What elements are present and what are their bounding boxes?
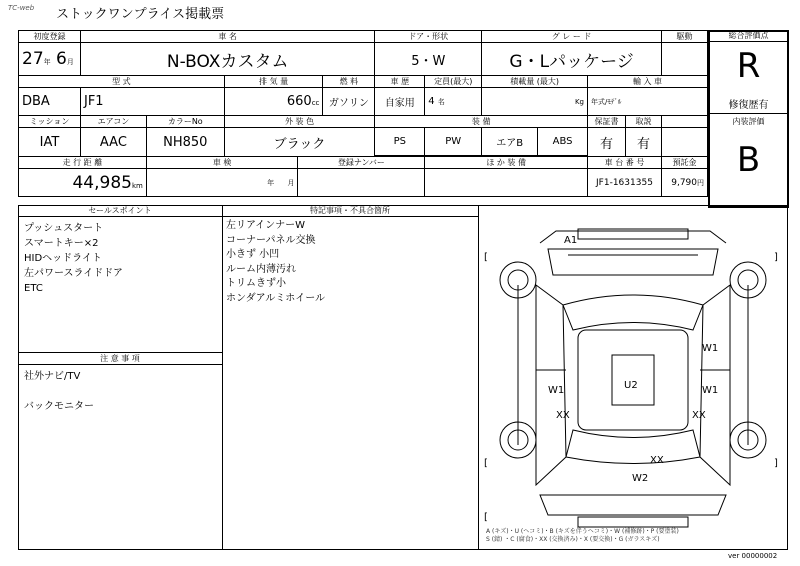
- equip-airbag: エアB: [482, 128, 538, 156]
- list-item: ホンダアルミホイール: [226, 292, 325, 304]
- inspection-header: 車 検: [146, 157, 298, 169]
- page-title: ストックワンプライス掲載票: [56, 7, 225, 22]
- other-equipment-header: ほ か 装 備: [425, 157, 588, 169]
- bracket-open-3: [: [484, 512, 488, 523]
- mark-w1-left: W1: [548, 385, 565, 396]
- rear-window-outline: [566, 430, 700, 464]
- first-reg-header: 初度登録: [19, 31, 81, 43]
- capacity-header: 定員(最大): [425, 76, 482, 88]
- equip-abs: ABS: [538, 128, 588, 156]
- sales-points-header: セールスポイント: [18, 205, 222, 217]
- list-item: 左リアインナーW: [226, 220, 305, 231]
- bracket-open-2: [: [484, 458, 488, 469]
- overall-grade-header: 総合評価点: [708, 30, 789, 42]
- inspection-value: 年 月: [146, 169, 298, 197]
- version-label: ver 00000002: [728, 552, 778, 560]
- door-value: 5・W: [375, 43, 482, 76]
- hood-outline: [548, 249, 718, 275]
- recycle-header: 預託金: [661, 157, 707, 169]
- list-item: ルーム内薄汚れ: [226, 263, 296, 275]
- mark-w2: W2: [632, 473, 649, 484]
- manual-header: 取説: [625, 116, 661, 128]
- model-prefix: DBA: [19, 88, 81, 116]
- grade-value: G・Lパッケージ: [482, 43, 662, 76]
- mark-u2: U2: [624, 380, 638, 391]
- color-no-header: カラーNo: [146, 116, 224, 128]
- list-item: ETC: [24, 283, 43, 294]
- sales-points-panel: [18, 205, 222, 300]
- bracket-open-1: [: [484, 252, 488, 263]
- sales-points-list: [18, 217, 222, 300]
- cautions-header: 注 意 事 項: [18, 353, 222, 365]
- warranty-header: 保証書: [588, 116, 626, 128]
- rear-gate-outline: [540, 495, 726, 515]
- equip-ps: PS: [375, 128, 425, 156]
- mark-a1: A1: [564, 235, 578, 246]
- notes-list: [222, 217, 478, 308]
- color-value: ブラック: [224, 128, 375, 157]
- spare-value: [661, 128, 707, 157]
- side-sills-outline: [518, 285, 748, 445]
- capacity-value: 4 名: [425, 88, 482, 116]
- bracket-close-1: ]: [774, 252, 778, 263]
- interior-grade-value: B: [736, 140, 761, 180]
- fuel-header: 燃 料: [323, 76, 375, 88]
- mark-xx-rear: XX: [650, 455, 664, 466]
- fuel-value: ガソリン: [323, 88, 375, 116]
- model-value: JF1: [80, 88, 224, 116]
- repair-history-label: 修復歴有: [728, 100, 769, 111]
- import-value: 年式/ﾓﾃﾞﾙ: [588, 88, 708, 116]
- list-item: 社外ナビ/TV: [24, 371, 81, 382]
- chassis-header: 車 台 番 号: [588, 157, 662, 169]
- list-item: [24, 384, 216, 399]
- mileage-value: 44,985km: [19, 169, 147, 197]
- rear-bumper-outline: [578, 517, 688, 527]
- list-item: スマートキー×2: [24, 238, 99, 249]
- list-item: 小きず 小凹: [226, 249, 280, 260]
- notes-panel: [222, 205, 478, 308]
- load-value: Kg: [482, 88, 588, 116]
- drive-header: 駆動: [661, 31, 707, 43]
- mission-value: IAT: [19, 128, 81, 157]
- legend-line: S (錆) ・C (腐食)・XX (交換済み)・X (要交換)・G (ガラスキズ): [486, 536, 660, 543]
- cautions-panel: [18, 352, 222, 418]
- equipment-header: 装 備: [375, 116, 588, 128]
- bracket-close-2: ]: [774, 458, 778, 469]
- mission-header: ミッション: [19, 116, 81, 128]
- interior-grade-header: 内装評価: [732, 117, 765, 126]
- first-reg-value: 27年 6月: [19, 43, 81, 76]
- list-item: HIDヘッドライト: [24, 253, 102, 264]
- list-item: プッシュスタート: [24, 223, 104, 234]
- list-item: バックモニター: [24, 401, 94, 412]
- overall-grade-value: R: [736, 46, 761, 86]
- chassis-value: JF1-1631355: [588, 169, 662, 197]
- manual-value: 有: [625, 128, 661, 157]
- color-no-value: NH850: [146, 128, 224, 157]
- plate-value: [298, 169, 425, 197]
- car-name-header: 車 名: [80, 31, 374, 43]
- aircon-header: エアコン: [80, 116, 146, 128]
- spare-header: [661, 116, 707, 128]
- car-name-value: N-BOXカスタム: [80, 43, 374, 76]
- recycle-value: 9,790円: [661, 169, 707, 197]
- other-equipment-value: [425, 169, 588, 197]
- damage-legend: [486, 528, 679, 544]
- aircon-value: AAC: [80, 128, 146, 157]
- logo: TC-web: [8, 4, 35, 12]
- vehicle-info-table: [18, 30, 708, 197]
- list-item: コーナーパネル交換: [226, 234, 316, 246]
- mark-xx-right: XX: [692, 410, 706, 421]
- ext-color-header: 外 装 色: [224, 116, 375, 128]
- legend-line: A (キズ)・U (ヘコミ)・B (キズを伴うヘコミ)・W (補修跡)・P (要塗装): [486, 528, 679, 535]
- load-header: 積載量 (最大): [482, 76, 588, 88]
- mileage-header: 走 行 距 離: [19, 157, 147, 169]
- import-header: 輸 入 車: [588, 76, 708, 88]
- list-item: 左パワースライドドア: [24, 268, 123, 279]
- displacement-value: 660cc: [224, 88, 323, 116]
- equip-pw: PW: [425, 128, 482, 156]
- history-header: 車 歴: [375, 76, 425, 88]
- drive-value: [661, 43, 707, 76]
- grade-header: グ レ ー ド: [482, 31, 662, 43]
- windshield-outline: [563, 295, 703, 330]
- mark-w1-right: W1: [702, 385, 719, 396]
- cautions-list: [18, 365, 222, 418]
- door-header: ドア・形状: [375, 31, 482, 43]
- notes-header: 特記事項・不具合箇所: [222, 205, 478, 217]
- mark-w1-right-front: W1: [702, 343, 719, 354]
- displacement-header: 排 気 量: [224, 76, 323, 88]
- history-value: 自家用: [375, 88, 425, 116]
- list-item: トリムきず小: [226, 278, 286, 289]
- grade-divider: [708, 113, 789, 114]
- wheels: [500, 262, 766, 458]
- warranty-value: 有: [588, 128, 626, 157]
- plate-header: 登録ナンバー: [298, 157, 425, 169]
- car-damage-diagram: [478, 205, 788, 550]
- mark-xx-left: XX: [556, 410, 570, 421]
- model-header: 型 式: [19, 76, 225, 88]
